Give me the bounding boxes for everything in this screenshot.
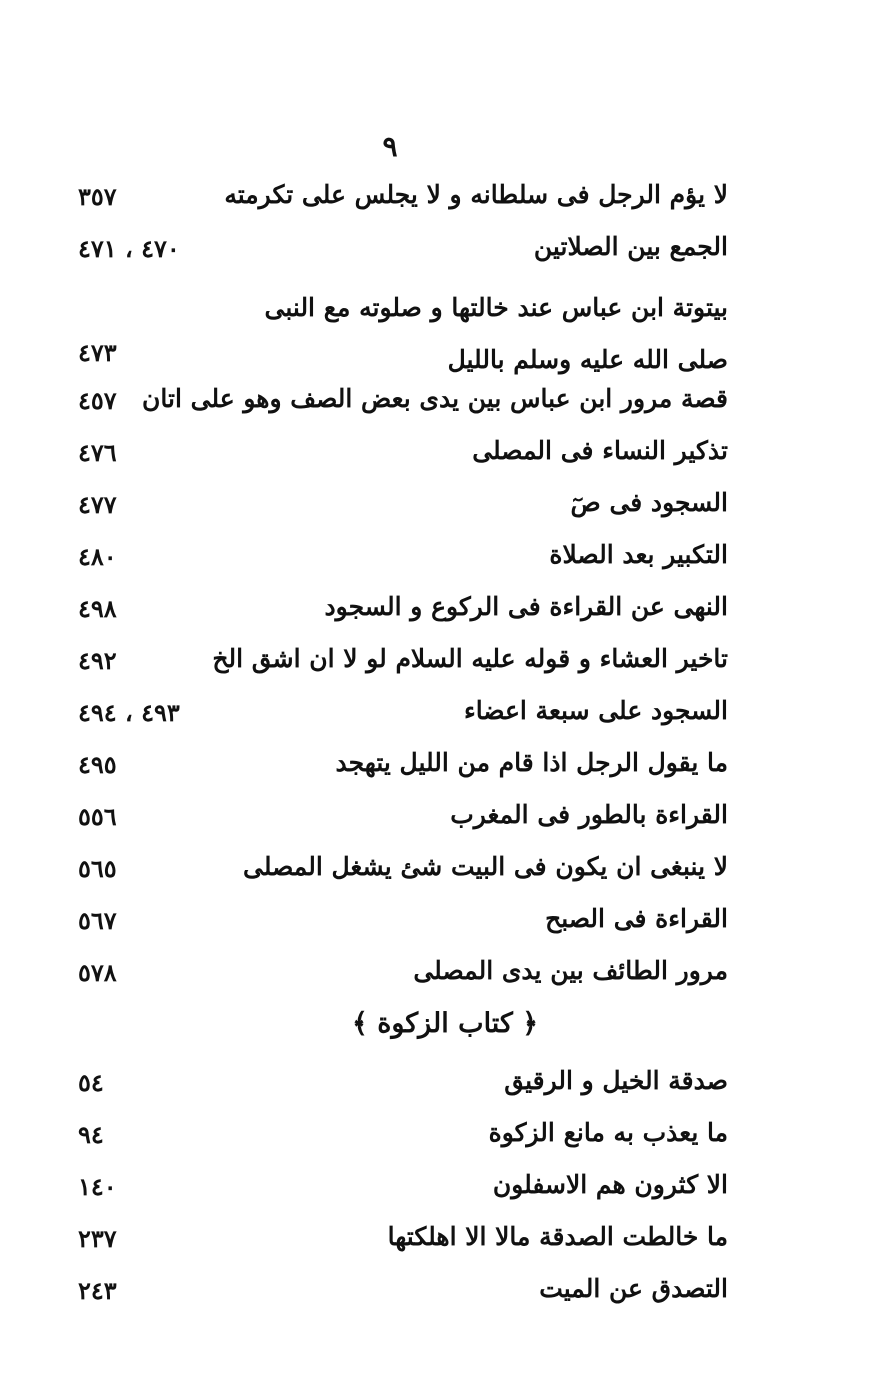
entry-pages: ٤٩٨ (78, 594, 117, 623)
section-heading-text: ﴿ كتاب الزكوة ﴾ (351, 1008, 539, 1039)
index-entries (0, 170, 873, 1316)
entry-title: التصدق عن الميت (539, 1274, 728, 1303)
entry-pages: ٣٥٧ (78, 182, 117, 211)
entry-pages: ٤٩٣ ، ٤٩٤ (78, 698, 180, 727)
list-item (0, 374, 873, 426)
entry-title: السجود على سبعة اعضاء (463, 696, 728, 725)
entry-pages: ٤٨٠ (78, 542, 117, 571)
list-item (0, 274, 873, 374)
section-heading (0, 998, 873, 1056)
entry-title: الجمع بين الصلاتين (533, 232, 728, 261)
entry-pages: ٢٣٧ (78, 1224, 117, 1253)
entry-pages: ٤٧٣ (78, 338, 117, 367)
list-item (0, 478, 873, 530)
entry-title: تذكير النساء فى المصلى (472, 436, 728, 465)
entry-title: لا ينبغى ان يكون فى البيت شئ يشغل المصلى (242, 852, 728, 881)
list-item (0, 170, 873, 222)
entry-pages: ٢٤٣ (78, 1276, 117, 1305)
entry-title: لا يؤم الرجل فى سلطانه و لا يجلس على تكرمته (224, 180, 728, 209)
list-item (0, 686, 873, 738)
entry-pages: ٥٤ (78, 1068, 104, 1097)
entry-pages: ٤٧٦ (78, 438, 117, 467)
list-item (0, 1264, 873, 1316)
entry-pages: ٥٦٥ (78, 854, 117, 883)
entry-pages: ٥٧٨ (78, 958, 117, 987)
entry-title: ما يعذب به مانع الزكوة (488, 1118, 728, 1147)
entry-title: مرور الطائف بين يدى المصلى (413, 956, 728, 985)
entry-pages: ٤٧٧ (78, 490, 117, 519)
page-number: ٩ (382, 130, 398, 163)
entry-pages: ٥٥٦ (78, 802, 117, 831)
list-item (0, 1056, 873, 1108)
entry-title: التكبير بعد الصلاة (549, 540, 728, 569)
list-item (0, 582, 873, 634)
entry-pages: ٩٤ (78, 1120, 104, 1149)
list-item (0, 530, 873, 582)
entry-pages: ٤٧٠ ، ٤٧١ (78, 234, 180, 263)
list-item (0, 222, 873, 274)
entry-pages: ١٤٠ (78, 1172, 117, 1201)
list-item (0, 1108, 873, 1160)
entry-pages: ٤٥٧ (78, 386, 117, 415)
entry-title: القراءة بالطور فى المغرب (450, 800, 728, 829)
entry-title: السجود فى صٓ (570, 488, 728, 517)
list-item (0, 894, 873, 946)
list-item (0, 790, 873, 842)
entry-title: ما يقول الرجل اذا قام من الليل يتهجد (335, 748, 728, 777)
entry-pages: ٥٦٧ (78, 906, 117, 935)
entry-title: قصة مرور ابن عباس بين يدى بعض الصف وهو على اتان (142, 384, 728, 413)
list-item (0, 634, 873, 686)
entry-title: بيتوتة ابن عباس عند خالتها و صلوته مع النبى صلى الله عليه وسلم بالليل (264, 293, 728, 374)
entry-title: صدقة الخيل و الرقيق (504, 1066, 728, 1095)
entry-title: القراءة فى الصبح (545, 904, 728, 933)
entry-pages: ٤٩٢ (78, 646, 117, 675)
list-item (0, 842, 873, 894)
list-item (0, 1212, 873, 1264)
entry-title: النهى عن القراءة فى الركوع و السجود (324, 592, 728, 621)
list-item (0, 738, 873, 790)
list-item (0, 1160, 873, 1212)
entry-pages: ٤٩٥ (78, 750, 117, 779)
entry-title: تاخير العشاء و قوله عليه السلام لو لا ان اشق الخ (212, 644, 728, 673)
entry-title: ما خالطت الصدقة مالا الا اهلكتها (387, 1222, 728, 1251)
list-item (0, 426, 873, 478)
list-item (0, 946, 873, 998)
entry-title: الا كثرون هم الاسفلون (492, 1170, 728, 1199)
